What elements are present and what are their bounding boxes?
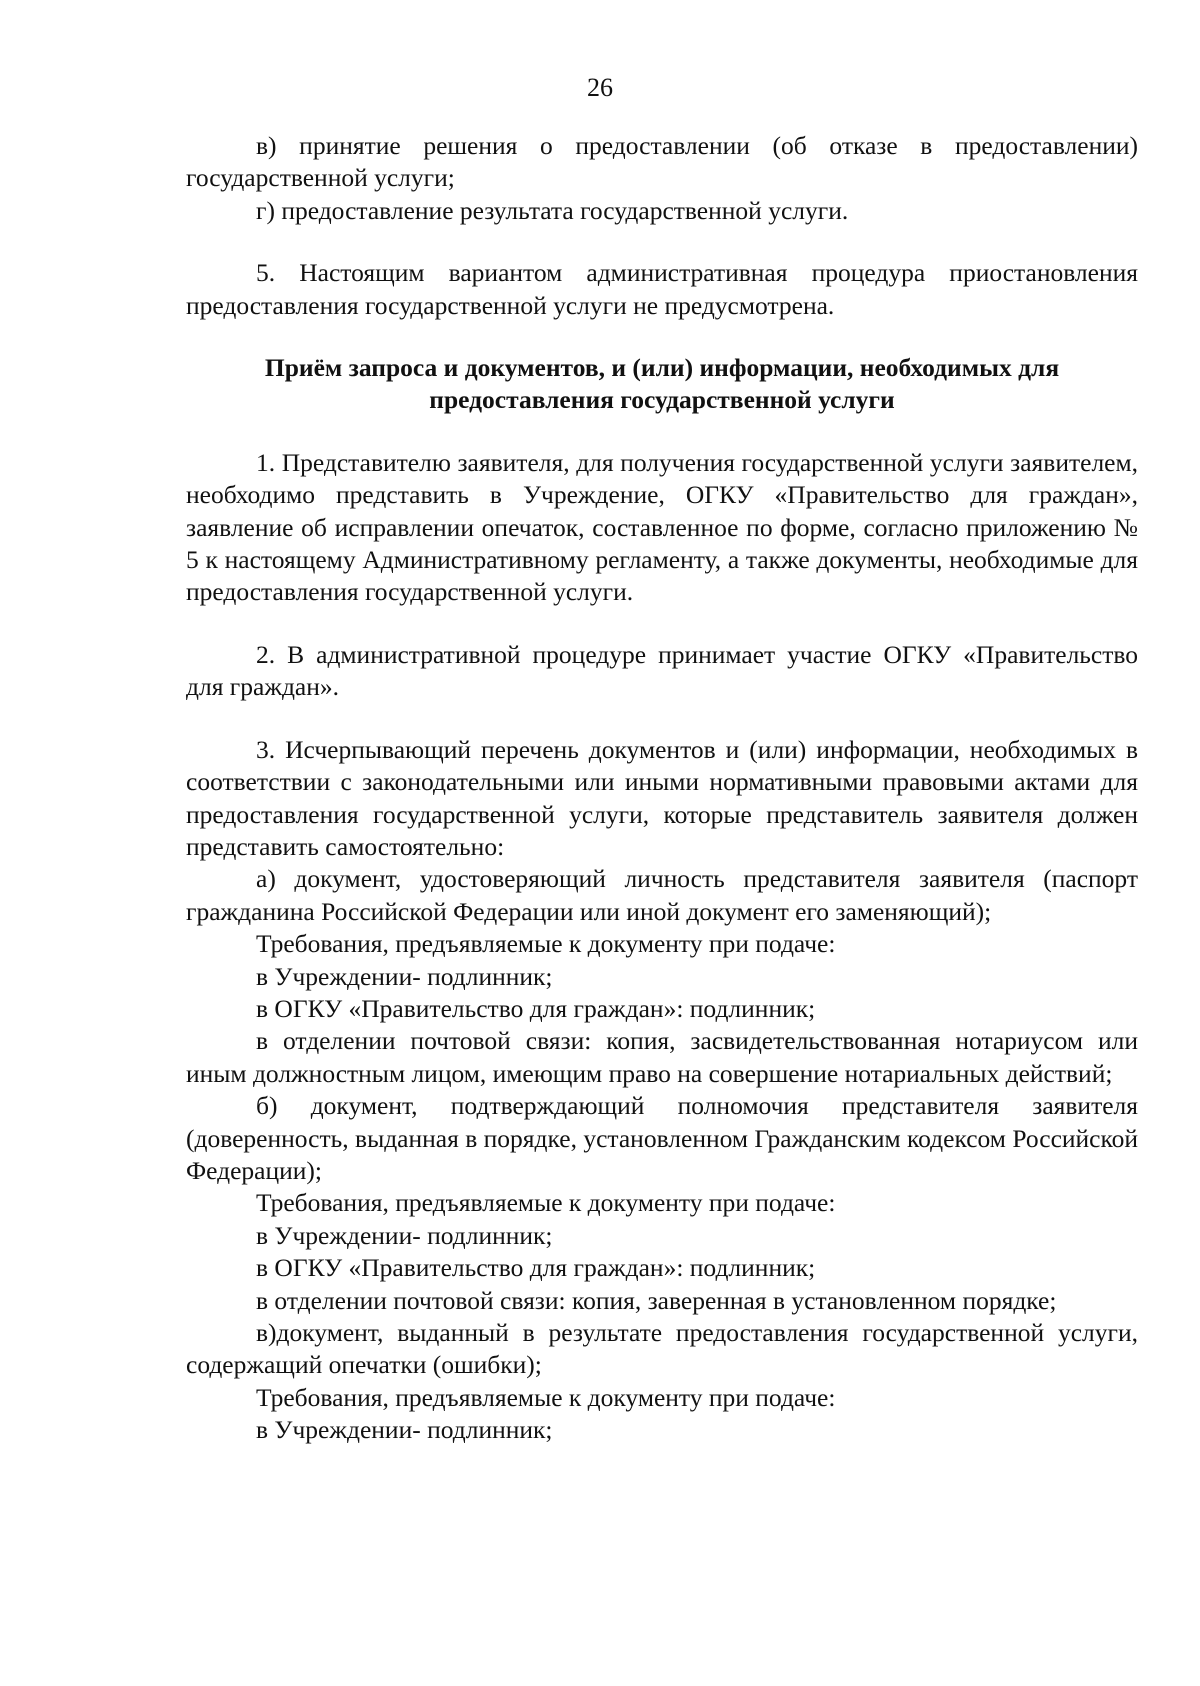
requirement-institution: в Учреждении- подлинник; bbox=[256, 961, 553, 991]
requirement-institution: в Учреждении- подлинник; bbox=[256, 1415, 553, 1445]
requirement-post-office: в отделении почтовой связи: копия, заверенная в установленном порядке; bbox=[256, 1285, 1057, 1315]
paragraph-1-representative: 1. Представителю заявителя, для получения государственной услуги заявителем, необходимо представить в Учреждение, ОГКУ «Правительство для граждан», заявление об исправлении опечаток, составленное по форме, согласно приложению № 5 к настоящему Административному регламенту, а также документы, необходимые для предоставления государственной услуги. bbox=[186, 447, 1138, 607]
paragraph-item-v-decision: в) принятие решения о предоставлении (об отказе в предоставлении) государственной услуги; bbox=[186, 131, 1138, 193]
paragraph-3-document-list: 3. Исчерпывающий перечень документов и (или) информации, необходимых в соответствии с законодательными или иными нормативными правовыми актами для предоставления государственной услуги, которые представитель заявителя должен представить самостоятельно: bbox=[186, 734, 1138, 861]
requirement-ogku: в ОГКУ «Правительство для граждан»: подлинник; bbox=[256, 993, 816, 1023]
requirements-label: Требования, предъявляемые к документу при подаче: bbox=[256, 1188, 836, 1218]
requirement-ogku: в ОГКУ «Правительство для граждан»: подлинник; bbox=[256, 1253, 816, 1283]
document-body bbox=[186, 130, 1138, 1447]
paragraph-2-participant: 2. В административной процедуре принимает участие ОГКУ «Правительство для граждан». bbox=[186, 639, 1138, 702]
paragraph-item-g-result: г) предоставление результата государственной услуги. bbox=[256, 195, 849, 225]
list-item-b-authority-document: б) документ, подтверждающий полномочия представителя заявителя (доверенность, выданная в порядке, установленном Гражданским кодексом Российской Федерации); bbox=[186, 1091, 1138, 1185]
requirement-institution: в Учреждении- подлинник; bbox=[256, 1220, 553, 1250]
requirements-label: Требования, предъявляемые к документу при подаче: bbox=[256, 1382, 836, 1412]
requirements-label: Требования, предъявляемые к документу при подаче: bbox=[256, 929, 836, 959]
requirement-post-office: в отделении почтовой связи: копия, засвидетельствованная нотариусом или иным должностным лицом, имеющим право на совершение нотариальных действий; bbox=[186, 1026, 1138, 1088]
paragraph-5-suspension: 5. Настоящим вариантом административная процедура приостановления предоставления государственной услуги не предусмотрена. bbox=[186, 258, 1138, 320]
list-item-a-identity-document: а) документ, удостоверяющий личность представителя заявителя (паспорт гражданина Российской Федерации или иной документ его заменяющий); bbox=[186, 864, 1138, 926]
list-item-v-document-with-errors: в)документ, выданный в результате предоставления государственной услуги, содержащий опечатки (ошибки); bbox=[186, 1318, 1138, 1380]
section-heading: Приём запроса и документов, и (или) информации, необходимых для предоставления государственной услуги bbox=[264, 353, 1060, 415]
page-number: 26 bbox=[587, 73, 613, 102]
